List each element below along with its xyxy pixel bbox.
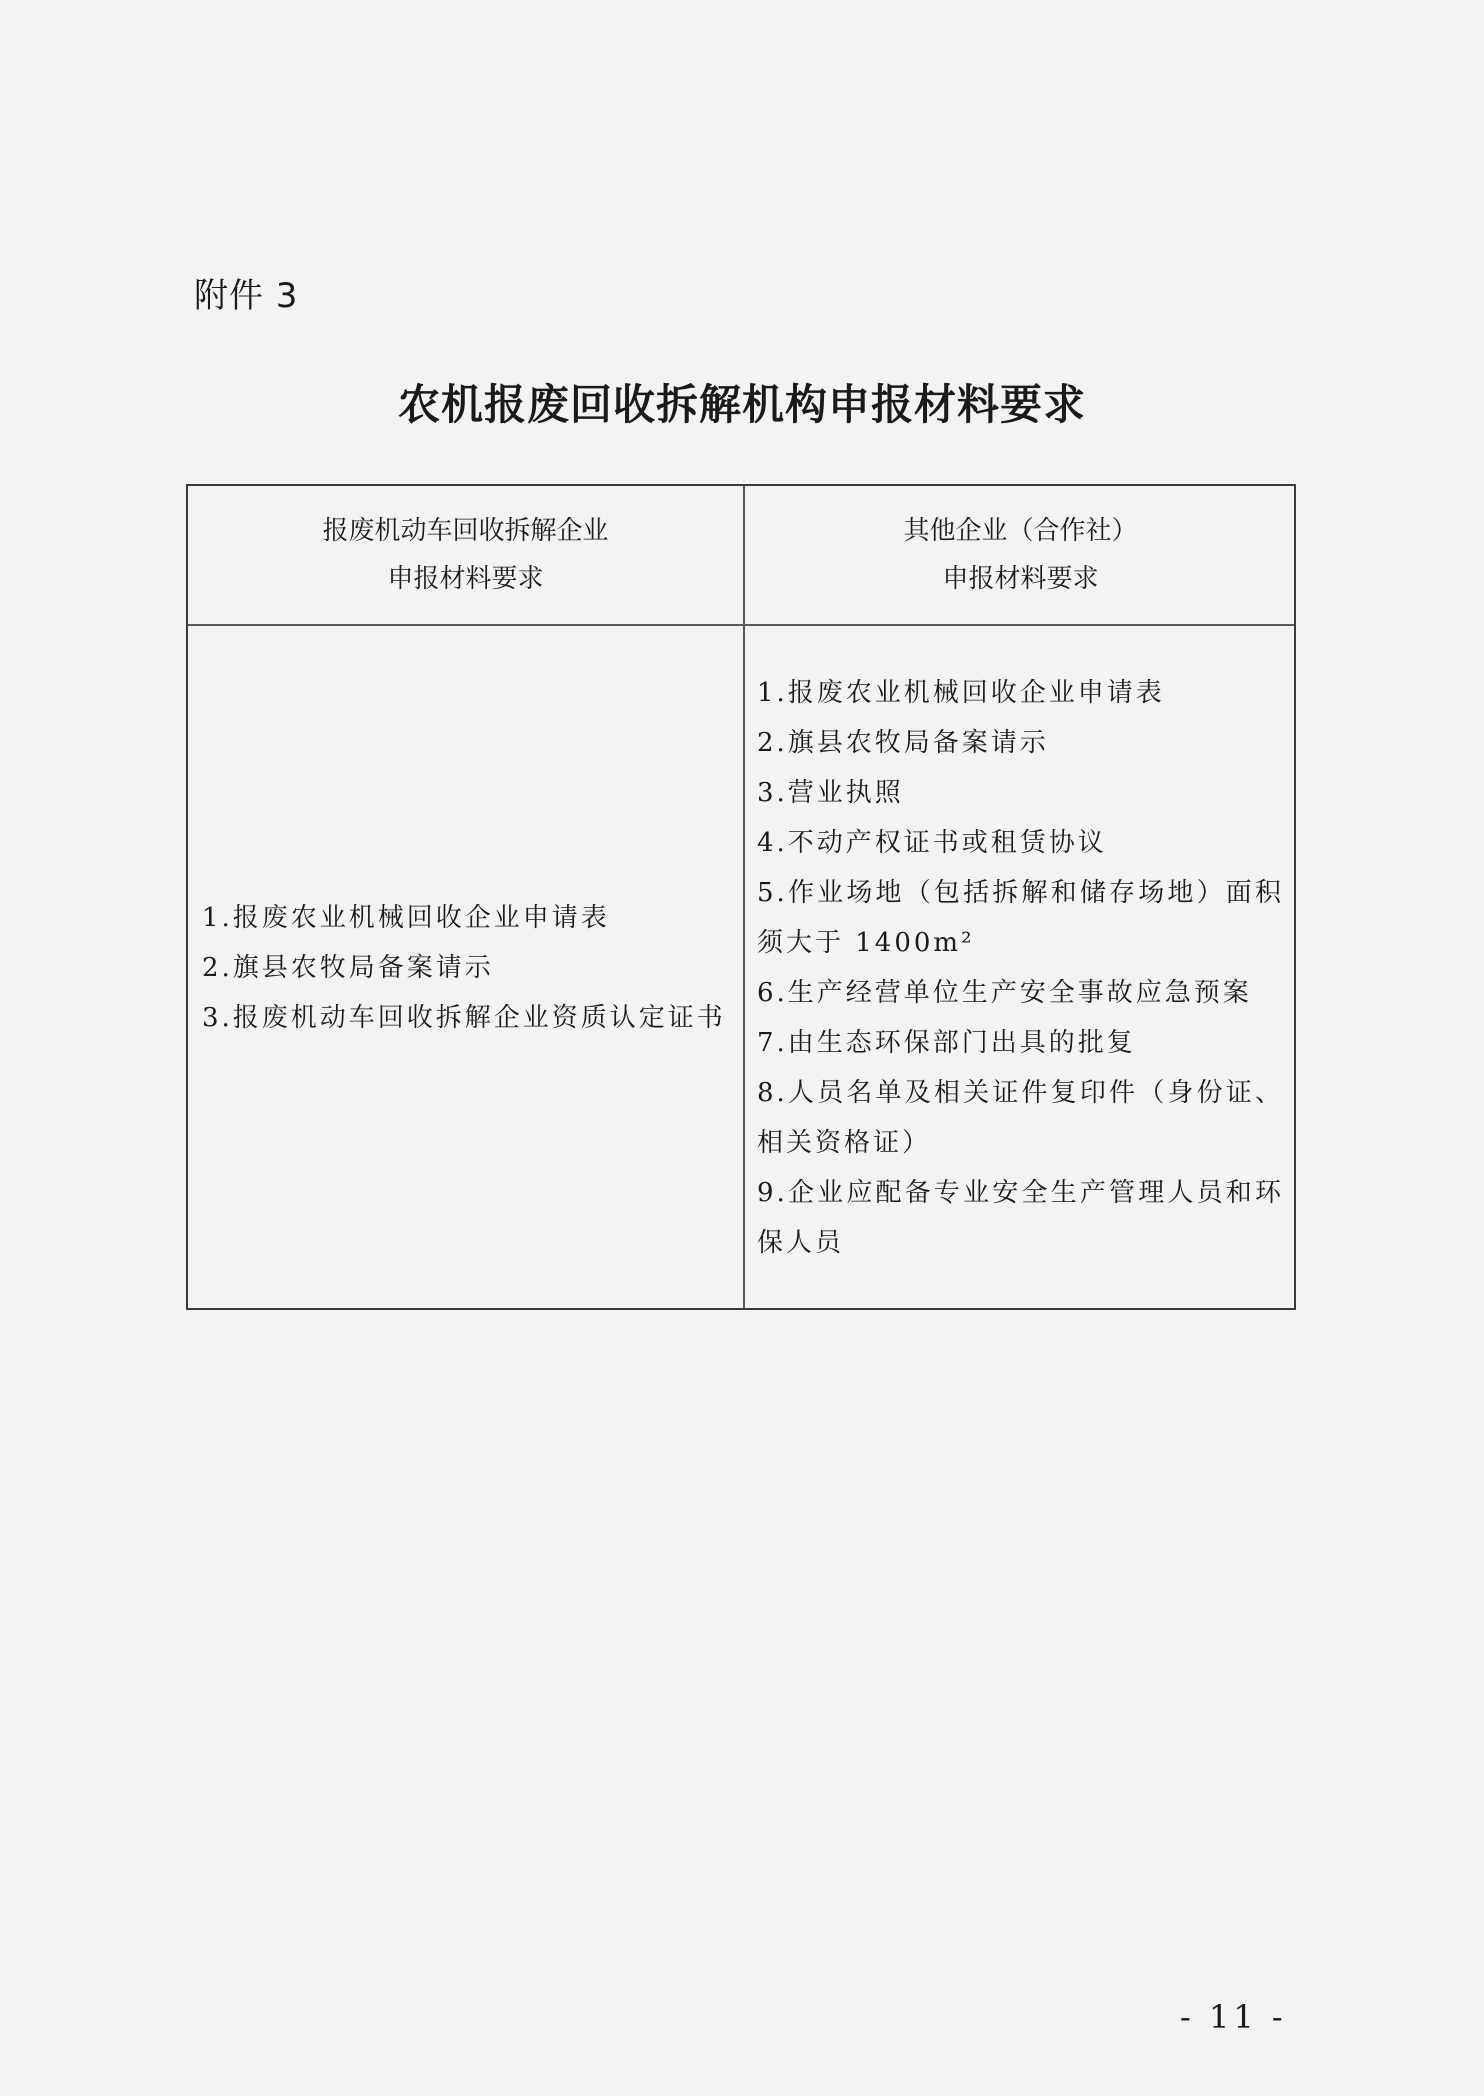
requirement-item: 8.人员名单及相关证件复印件（身份证、相关资格证） [757,1078,1284,1158]
requirement-item: 6.生产经营单位生产安全事故应急预案 [757,978,1252,1008]
requirement-item: 2.旗县农牧局备案请示 [202,953,494,983]
requirement-item: 2.旗县农牧局备案请示 [757,728,1049,758]
attachment-label: 附件 3 [194,276,299,316]
requirement-item: 9.企业应配备专业安全生产管理人员和环保人员 [757,1178,1284,1258]
header-line: 报废机动车回收拆解企业 [322,516,609,546]
requirements-table [186,484,1296,1310]
header-cell-other-enterprise [745,486,1296,624]
requirement-item: 3.报废机动车回收拆解企业资质认定证书 [202,1003,726,1033]
document-title: 农机报废回收拆解机构申报材料要求 [397,380,1086,429]
header-line: 其他企业（合作社） [903,516,1138,546]
requirement-item: 3.营业执照 [757,778,904,808]
requirement-item: 1.报废农业机械回收企业申请表 [202,903,610,933]
requirement-item: 7.由生态环保部门出具的批复 [757,1028,1136,1058]
header-line: 申报材料要求 [942,564,1099,594]
page-number: - 11 - [1180,1998,1287,2036]
requirement-item: 5.作业场地（包括拆解和储存场地）面积须大于 1400m² [757,878,1284,958]
header-cell-scrap-vehicle-enterprise [188,486,743,624]
requirement-item: 1.报废农业机械回收企业申请表 [757,678,1165,708]
right-requirements-cell [745,626,1296,1310]
header-line: 申报材料要求 [387,564,544,594]
left-requirements-cell [188,626,743,1310]
requirement-item: 4.不动产权证书或租赁协议 [757,828,1107,858]
